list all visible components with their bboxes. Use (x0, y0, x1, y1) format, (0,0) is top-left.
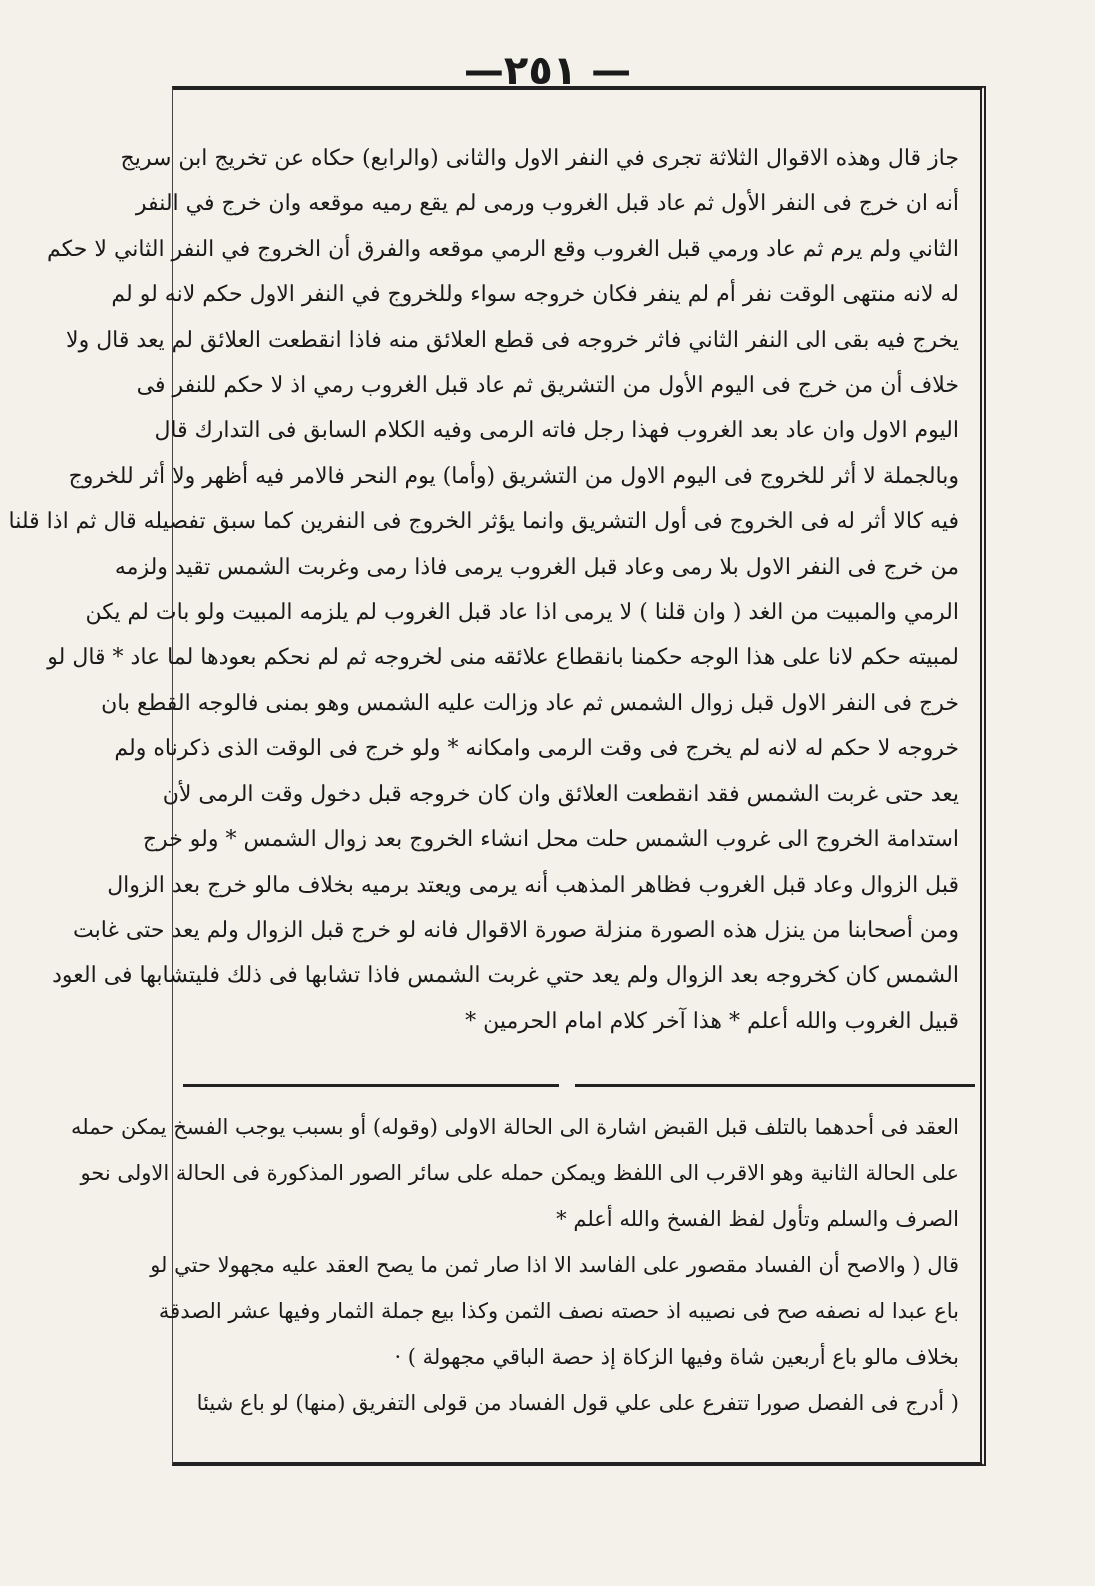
separator-line-left (183, 1084, 559, 1087)
main-text-line: استدامة الخروج الى غروب الشمس حلت محل انشاء الخروج بعد زوال الشمس * ولو خرج (142, 827, 959, 853)
commentary-line: الصرف والسلم وتأول لفظ الفسخ والله أعلم * (556, 1207, 959, 1231)
main-text-line: يخرج فيه بقى الى النفر الثاني فاثر خروجه فى قطع العلائق منه فاذا انقطعت العلائق لم يعد قال ولا (66, 327, 959, 353)
main-text-block (8, 136, 959, 1044)
main-text-line: قبل الزوال وعاد قبل الغروب فظاهر المذهب أنه يرمى ويعتد برميه بخلاف مالو خرج بعد الزوال (107, 872, 959, 898)
main-text-line: وبالجملة لا أثر للخروج فى اليوم الاول من التشريق (وأما) يوم النحر فالامر فيه أظهر ولا أثر للخروج (68, 463, 959, 489)
main-text-line: ومن أصحابنا من ينزل هذه الصورة منزلة صورة الاقوال فانه لو خرج قبل الزوال ولم يعد حتى غابت (73, 917, 959, 943)
main-text-line: يعد حتى غربت الشمس فقد انقطعت العلائق وان كان خروجه قبل دخول وقت الرمى لأن (162, 781, 959, 807)
main-text-line: الثاني ولم يرم ثم عاد ورمي قبل الغروب وقع الرمي موقعه والفرق أن الخروج في النفر الثاني لا حكم (47, 236, 959, 262)
separator-line-right (575, 1084, 975, 1087)
main-text-line: أنه ان خرج فى النفر الأول ثم عاد قبل الغروب ورمى لم يقع رميه موقعه وان خرج في النفر (135, 191, 959, 217)
main-text-line: لمبيته حكم لانا على هذا الوجه حكمنا بانقطاع علائقه منى لخروجه ثم لم نحكم بعودها لما عاد * قال لو (47, 645, 959, 671)
commentary-block (70, 1104, 959, 1426)
commentary-line: على الحالة الثانية وهو الاقرب الى اللفظ ويمكن حمله على سائر الصور المذكورة فى الحالة الاولى نحو (80, 1161, 959, 1185)
commentary-line: قال ( والاصح أن الفساد مقصور على الفاسد الا اذا صار ثمن ما يصح العقد عليه مجهولا حتي لو (150, 1253, 959, 1277)
main-text-line: الشمس كان كخروجه بعد الزوال ولم يعد حتي غربت الشمس فاذا تشابها فى ذلك فليتشابها فى العود (52, 963, 959, 989)
commentary-line: باع عبدا له نصفه صح فى نصيبه اذ حصته نصف الثمن وكذا بيع جملة الثمار وفيها عشر الصدقة (158, 1299, 959, 1323)
main-text-line: خروجه لا حكم له لانه لم يخرج فى وقت الرمى وامكانه * ولو خرج فى الوقت الذى ذكرناه ولم (114, 736, 959, 762)
page-number: —٢٥١ — (463, 48, 632, 94)
main-text-line: فيه كالا أثر له فى الخروج فى أول التشريق وانما يؤثر الخروج فى النفرين كما سبق تفصيله قال ثم اذا قلنا (8, 509, 959, 535)
main-text-line: قبيل الغروب والله أعلم * هذا آخر كلام امام الحرمين * (465, 1008, 959, 1034)
commentary-line: العقد فى أحدهما بالتلف قبل القبض اشارة الى الحالة الاولى (وقوله) أو بسبب يوجب الفسخ يمكن حمله (70, 1115, 959, 1139)
main-text-line: جاز قال وهذه الاقوال الثلاثة تجرى في النفر الاول والثانى (والرابع) حكاه عن تخريج ابن سريج (120, 146, 959, 171)
main-text-line: الرمي والمبيت من الغد ( وان قلنا ) لا يرمى اذا عاد قبل الغروب لم يلزمه المبيت ولو بات لم يكن (85, 600, 959, 626)
commentary-line: بخلاف مالو باع أربعين شاة وفيها الزكاة إذ حصة الباقي مجهولة ) · (394, 1345, 959, 1369)
main-text-line: من خرج فى النفر الاول بلا رمى وعاد قبل الغروب يرمى فاذا رمى وغربت الشمس تقيد ولزمه (114, 554, 959, 580)
commentary-line: ( أدرج فى الفصل صورا تتفرع على علي قول الفساد من قولى التفريق (منها) لو باع شيئا (196, 1391, 959, 1415)
page-frame (8, 86, 986, 1466)
main-text-line: له لانه منتهى الوقت نفر أم لم ينفر فكان خروجه سواء وللخروج في النفر الاول حكم لانه لو لم (111, 282, 959, 308)
main-text-line: خرج فى النفر الاول قبل زوال الشمس ثم عاد وزالت عليه الشمس وهو بمنى فالوجه القطع بان (101, 690, 959, 716)
main-text-line: خلاف أن من خرج فى اليوم الأول من التشريق ثم عاد قبل الغروب رمي اذ لا حكم للنفر فى (136, 373, 959, 399)
main-text-line: اليوم الاول وان عاد بعد الغروب فهذا رجل فاته الرمى وفيه الكلام السابق فى التدارك قال (154, 418, 959, 444)
